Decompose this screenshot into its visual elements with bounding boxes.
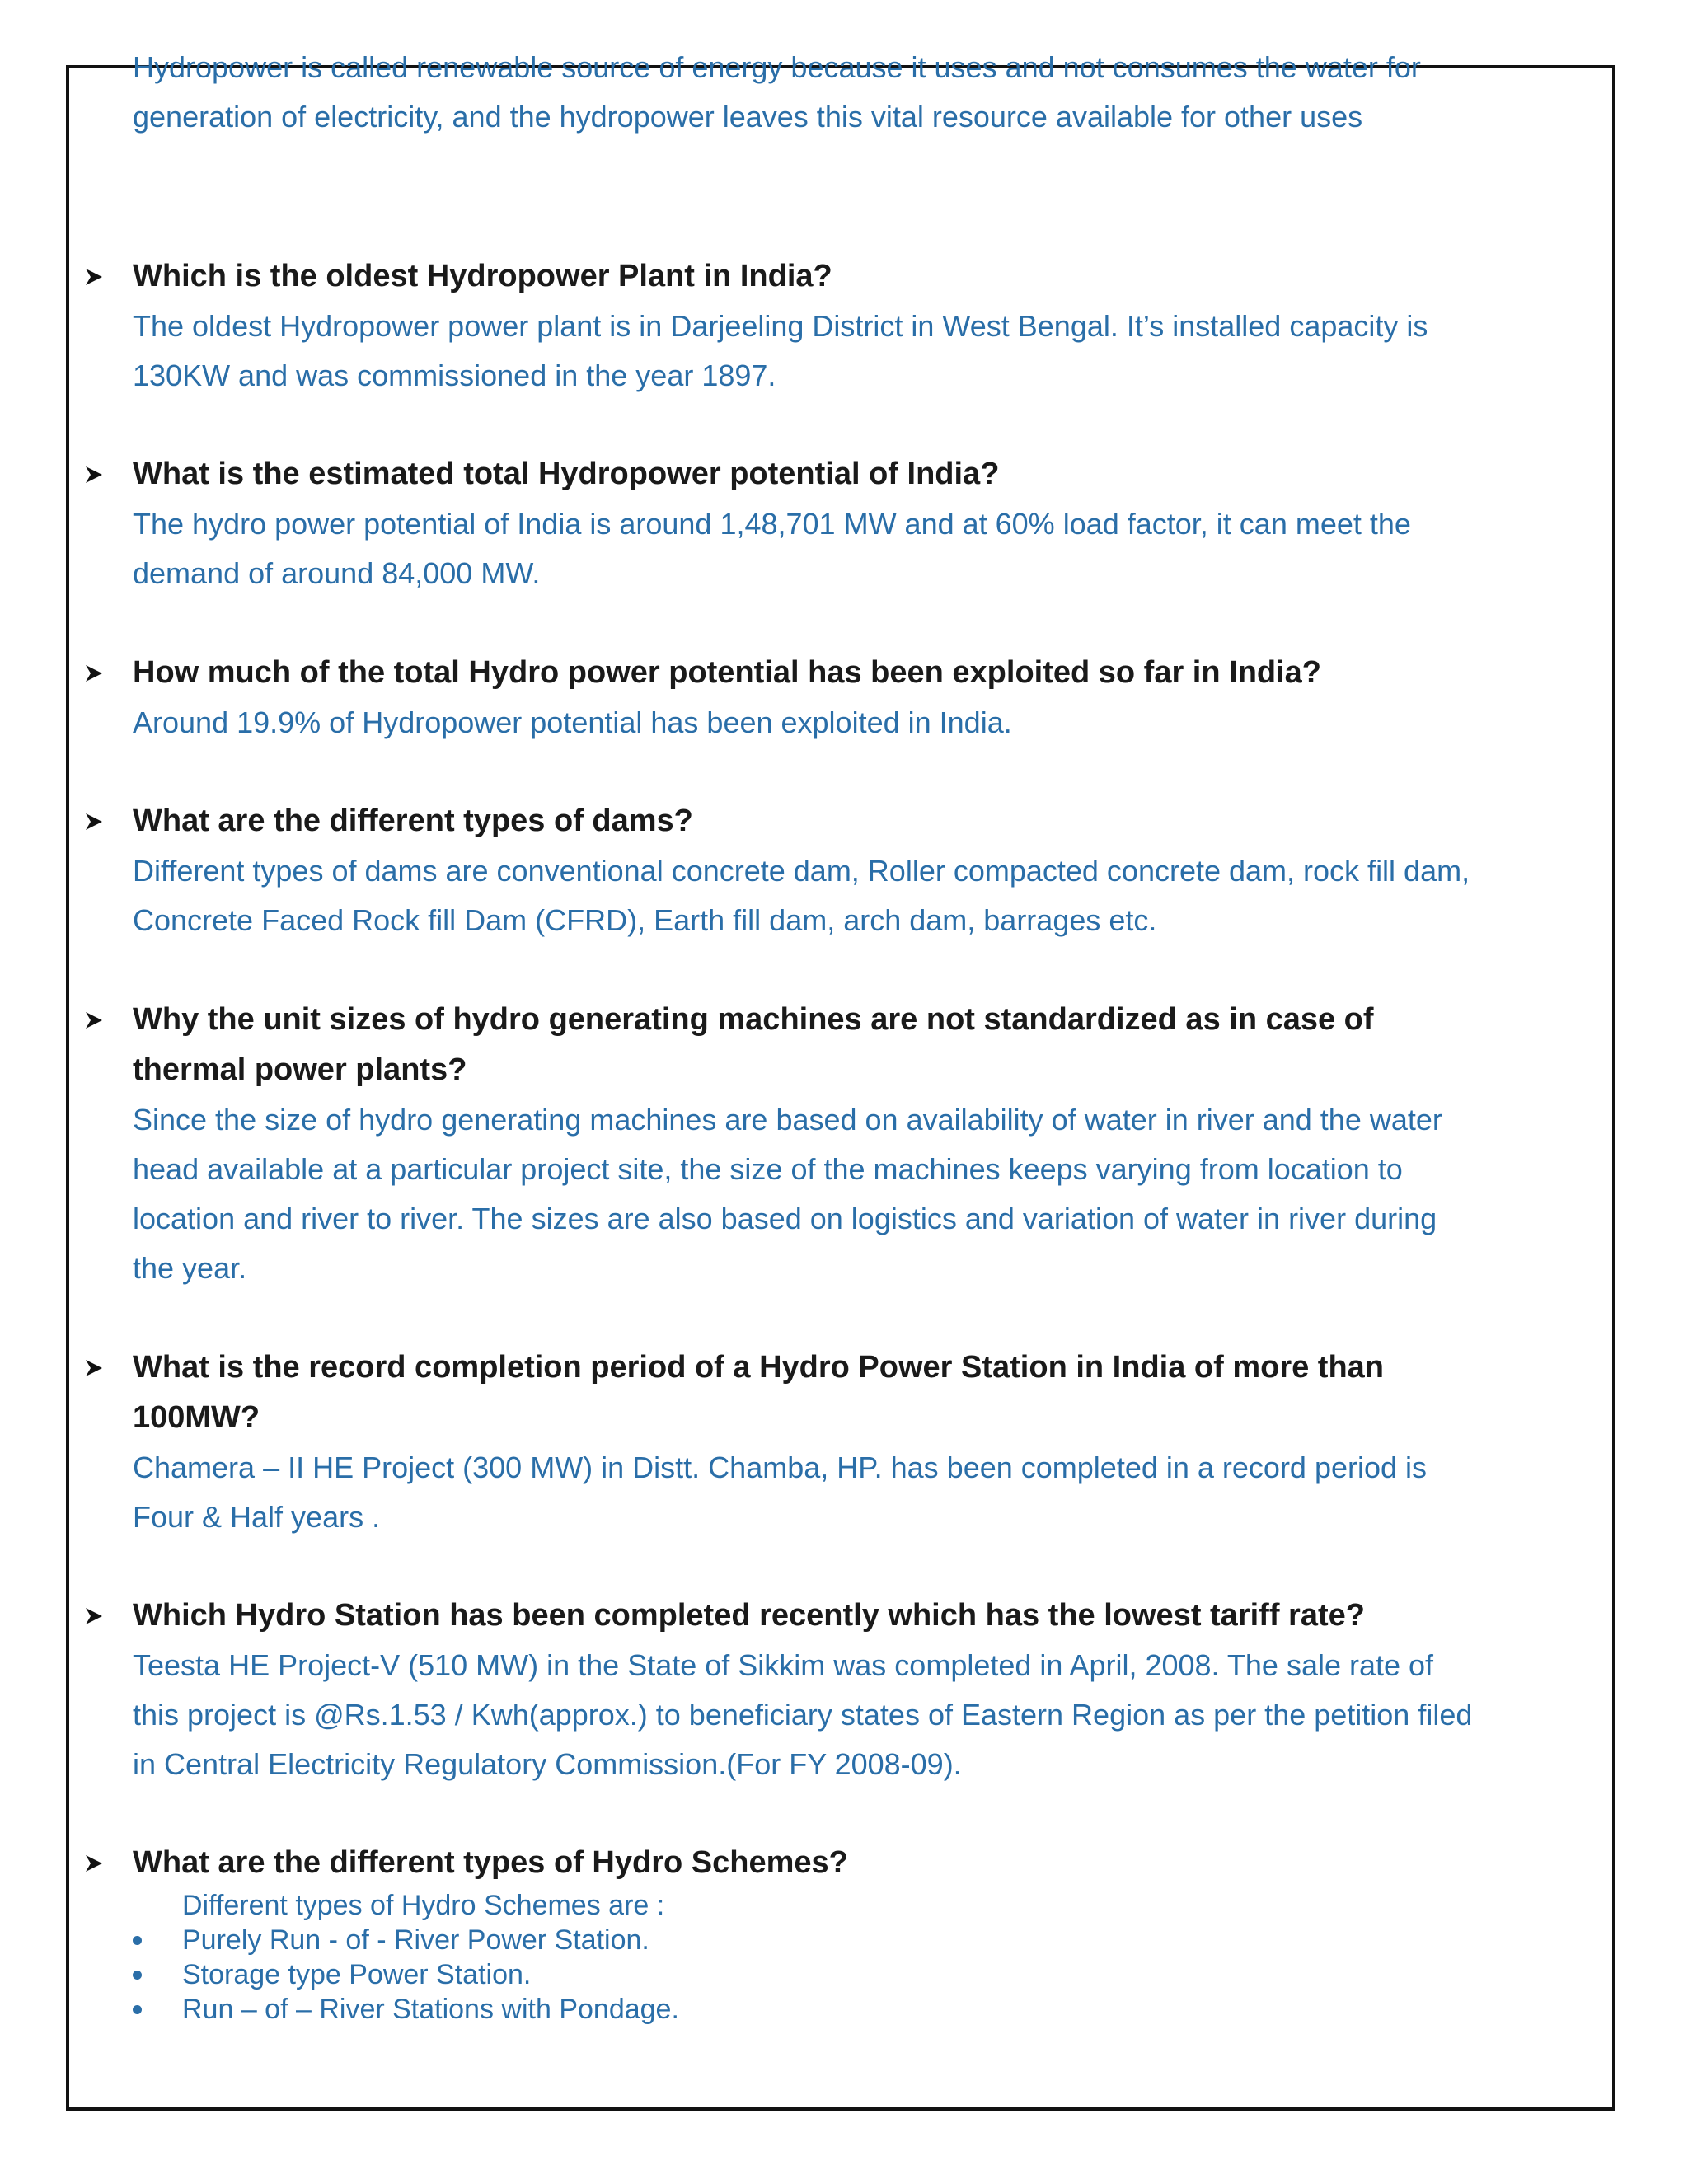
arrow-bullet-icon [83, 648, 108, 698]
intro-text: Hydropower is called renewable source of energy because it uses and not consumes the water for generation of electricity, and the hydropower leaves this vital resource available for other uses [133, 50, 1421, 134]
faq-question-text: Which Hydro Station has been completed recently which has the lowest tariff rate? [133, 1598, 1365, 1633]
faq-item-schemes [133, 1838, 1484, 2027]
list-item [133, 1992, 1484, 2027]
faq-question [133, 796, 1484, 846]
faq-answer: Teesta HE Project-V (510 MW) in the State of Sikkim was completed in April, 2008. The sale rate of this project is @Rs.1.53 / Kwh(approx.) to beneficiary states of Eastern Region as per the petition filed in Central Electricity Regulatory Commission.(For FY 2008-09). [133, 1648, 1473, 1781]
list-item-text: Run – of – River Stations with Pondage. [182, 1994, 679, 2025]
faq-item [133, 648, 1484, 748]
arrow-bullet-icon [83, 796, 108, 846]
faq-question [133, 1591, 1484, 1641]
list-item-text: Storage type Power Station. [182, 1959, 532, 1990]
list-item [133, 1957, 1484, 1992]
faq-question-text: What are the different types of dams? [133, 804, 693, 838]
intro-paragraph [133, 43, 1484, 142]
faq-answer: The hydro power potential of India is around 1,48,701 MW and at 60% load factor, it can meet the demand of around 84,000 MW. [133, 507, 1411, 590]
faq-item [133, 1591, 1484, 1789]
faq-item [133, 449, 1484, 598]
faq-item [133, 796, 1484, 945]
faq-question [133, 1343, 1484, 1443]
faq-question [133, 1838, 1484, 1888]
arrow-bullet-icon [83, 1343, 108, 1393]
faq-question [133, 648, 1484, 698]
bullet-dot-icon [133, 2005, 142, 2014]
faq-answer: The oldest Hydropower power plant is in Darjeeling District in West Bengal. It’s installed capacity is 130KW and was commissioned in the year 1897. [133, 309, 1428, 392]
schemes-intro: Different types of Hydro Schemes are : [182, 1890, 665, 1921]
faq-question-text: How much of the total Hydro power potential has been exploited so far in India? [133, 655, 1322, 690]
faq-question-text: What is the estimated total Hydropower potential of India? [133, 457, 1000, 491]
faq-question-text: What are the different types of Hydro Schemes? [133, 1845, 848, 1880]
bullet-dot-icon [133, 1936, 142, 1945]
faq-question [133, 449, 1484, 499]
faq-question-text: What is the record completion period of a Hydro Power Station in India of more than 100MW? [133, 1350, 1385, 1435]
arrow-bullet-icon [83, 1591, 108, 1641]
faq-item [133, 1343, 1484, 1542]
faq-item [133, 995, 1484, 1293]
bullet-dot-icon [133, 1971, 142, 1980]
arrow-bullet-icon [83, 449, 108, 499]
faq-item [133, 251, 1484, 401]
faq-answer: Since the size of hydro generating machines are based on availability of water in river and the water head available at a particular project site, the size of the machines keeps varying from location to location and river to river. The sizes are also based on logistics and variation of water in river during the year. [133, 1103, 1442, 1285]
faq-answer: Chamera – II HE Project (300 MW) in Distt. Chamba, HP. has been completed in a record period is Four & Half years . [133, 1451, 1428, 1534]
faq-answer: Around 19.9% of Hydropower potential has been exploited in India. [133, 705, 1012, 739]
arrow-bullet-icon [83, 251, 108, 302]
list-item-text: Purely Run - of - River Power Station. [182, 1924, 649, 1956]
faq-answer: Different types of dams are conventional concrete dam, Roller compacted concrete dam, rock fill dam, Concrete Faced Rock fill Dam (CFRD), Earth fill dam, arch dam, barrages etc. [133, 854, 1470, 937]
arrow-bullet-icon [83, 995, 108, 1045]
faq-question-text: Which is the oldest Hydropower Plant in India? [133, 259, 832, 293]
schemes-list [133, 1923, 1484, 2027]
faq-question [133, 995, 1484, 1095]
list-item [133, 1923, 1484, 1957]
arrow-bullet-icon [83, 1838, 108, 1888]
faq-question-text: Why the unit sizes of hydro generating machines are not standardized as in case of thermal power plants? [133, 1002, 1374, 1087]
faq-question [133, 251, 1484, 302]
